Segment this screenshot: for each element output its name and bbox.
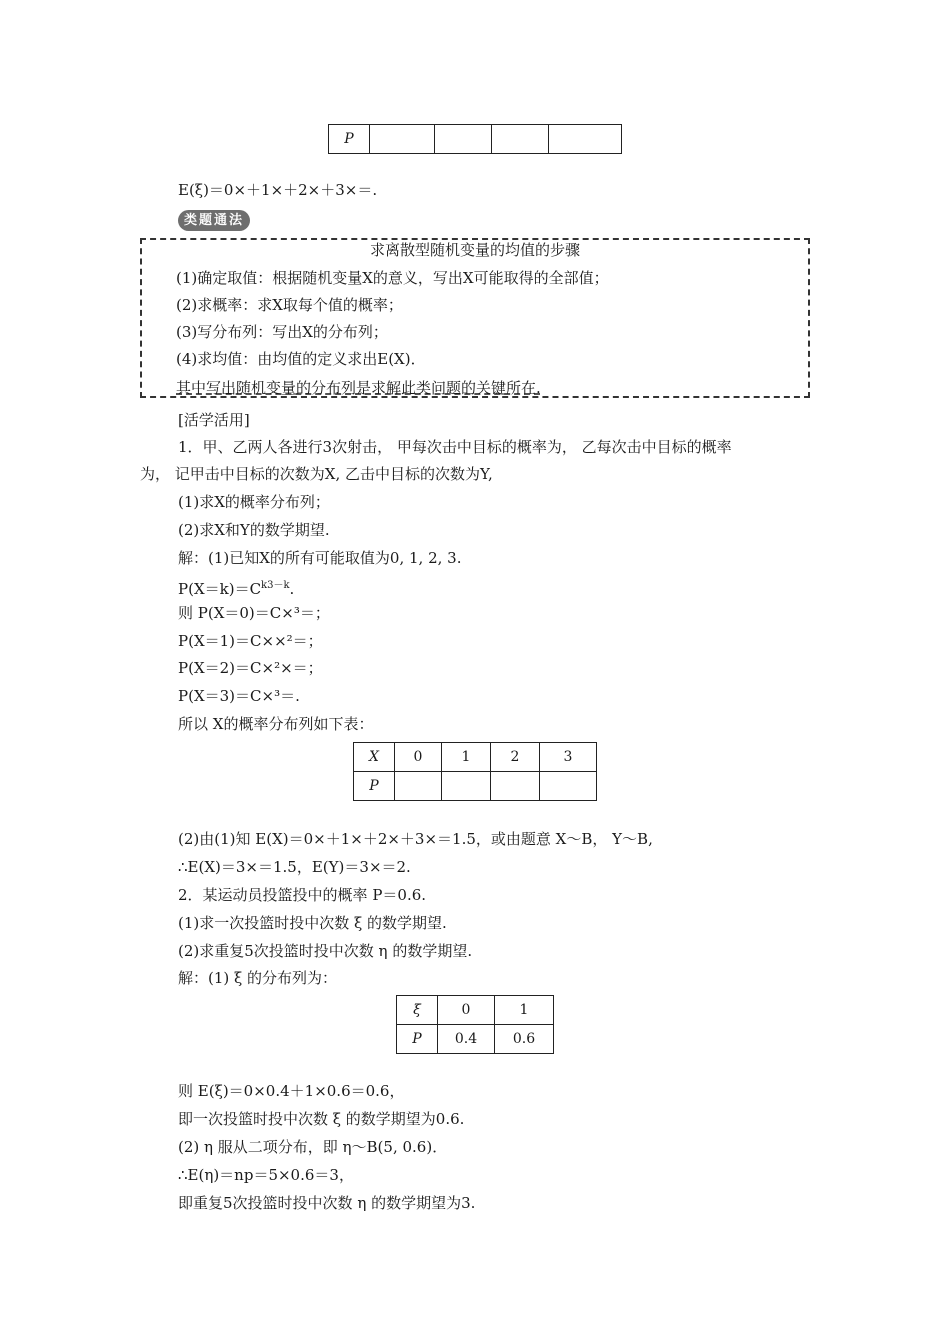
- table-header-cell: 0: [395, 743, 442, 772]
- problem1-question1: (1)求X的概率分布列；: [178, 493, 330, 511]
- problem2-conclusion1: 即一次投篮时投中次数 ξ 的数学期望为0.6.: [178, 1110, 465, 1128]
- problem1-table-intro: 所以 X的概率分布列如下表：: [178, 715, 374, 733]
- table-header-cell: 1: [495, 996, 554, 1025]
- method-step: (3)写分布列：写出X的分布列；: [176, 323, 388, 341]
- method-badge: 类题通法: [178, 210, 250, 231]
- section-label: [活学活用]: [178, 411, 250, 429]
- distribution-table-x: [353, 742, 597, 801]
- method-box: [140, 238, 810, 398]
- problem1-question2: (2)求X和Y的数学期望.: [178, 521, 330, 539]
- table-header-cell: 0: [438, 996, 495, 1025]
- problem1-p1: P(X＝1)＝C××²＝；: [178, 632, 323, 650]
- table-cell: [395, 772, 442, 801]
- table-header-cell: 2: [491, 743, 540, 772]
- formula-superscript: k3－k: [261, 580, 290, 591]
- formula-main: P(X＝k)＝C: [178, 580, 262, 598]
- expectation-line: E(ξ)＝0×＋1×＋2×＋3×＝.: [178, 181, 378, 199]
- problem1-p0: 则 P(X＝0)＝C×³＝；: [178, 604, 330, 622]
- method-step: (4)求均值：由均值的定义求出E(X)．: [176, 350, 426, 368]
- table-cell: 0.6: [495, 1025, 554, 1054]
- problem2-conclusion2: 即重复5次投篮时投中次数 η 的数学期望为3.: [178, 1194, 476, 1212]
- problem1-solution-intro: 解：(1)已知X的所有可能取值为0, 1, 2, 3.: [178, 549, 462, 567]
- problem2-question2: (2)求重复5次投篮时投中次数 η 的数学期望.: [178, 942, 473, 960]
- table-row: [397, 996, 554, 1025]
- table-cell: [540, 772, 597, 801]
- problem2-solution-intro: 解：(1) ξ 的分布列为：: [178, 969, 338, 987]
- table-cell: [442, 772, 491, 801]
- table-header-cell: X: [354, 743, 395, 772]
- distribution-table-xi: [396, 995, 554, 1054]
- problem2-expectation2: ∴E(η)＝np＝5×0.6＝3，: [178, 1166, 354, 1184]
- problem1-line1: 1．甲、乙两人各进行3次射击， 甲每次击中目标的概率为， 乙每次击中目标的概率: [178, 438, 732, 456]
- table-header-cell: 3: [540, 743, 597, 772]
- table-cell: [435, 125, 492, 154]
- table-header-cell: 1: [442, 743, 491, 772]
- table-row: [354, 743, 597, 772]
- problem2-line1: 2．某运动员投篮投中的概率 P＝0.6.: [178, 886, 427, 904]
- problem1-part2-line2: ∴E(X)＝3×＝1.5，E(Y)＝3×＝2.: [178, 858, 411, 876]
- table-cell: P: [329, 125, 370, 154]
- problem1-p3: P(X＝3)＝C×³＝.: [178, 687, 300, 705]
- table-cell: [549, 125, 622, 154]
- table-header-cell: ξ: [397, 996, 438, 1025]
- problem1-formula: [178, 576, 294, 599]
- problem2-expectation1: 则 E(ξ)＝0×0.4＋1×0.6＝0.6，: [178, 1082, 405, 1100]
- table-cell: [492, 125, 549, 154]
- formula-end: .: [289, 580, 295, 598]
- table-row: [329, 125, 622, 154]
- method-step: (1)确定取值：根据随机变量X的意义，写出X可能取得的全部值；: [176, 269, 609, 287]
- table-cell: 0.4: [438, 1025, 495, 1054]
- problem1-p2: P(X＝2)＝C×²×＝；: [178, 659, 323, 677]
- table-cell: [491, 772, 540, 801]
- method-step: (2)求概率：求X取每个值的概率；: [176, 296, 403, 314]
- table-cell: [370, 125, 435, 154]
- problem2-part2: (2) η 服从二项分布，即 η～B(5, 0.6)．: [178, 1138, 448, 1156]
- method-box-title: 求离散型随机变量的均值的步骤: [369, 241, 580, 259]
- problem1-part2-line1: (2)由(1)知 E(X)＝0×＋1×＋2×＋3×＝1.5，或由题意 X～B， Y～B,: [178, 830, 653, 848]
- table-cell: P: [354, 772, 395, 801]
- table-row: [397, 1025, 554, 1054]
- table-row: [354, 772, 597, 801]
- table-cell: P: [397, 1025, 438, 1054]
- problem1-line2: 为， 记甲击中目标的次数为X, 乙击中目标的次数为Y,: [140, 465, 493, 483]
- problem2-question1: (1)求一次投篮时投中次数 ξ 的数学期望.: [178, 914, 447, 932]
- top-probability-table: [328, 124, 622, 154]
- method-key-point: 其中写出随机变量的分布列是求解此类问题的关键所在.: [176, 379, 541, 397]
